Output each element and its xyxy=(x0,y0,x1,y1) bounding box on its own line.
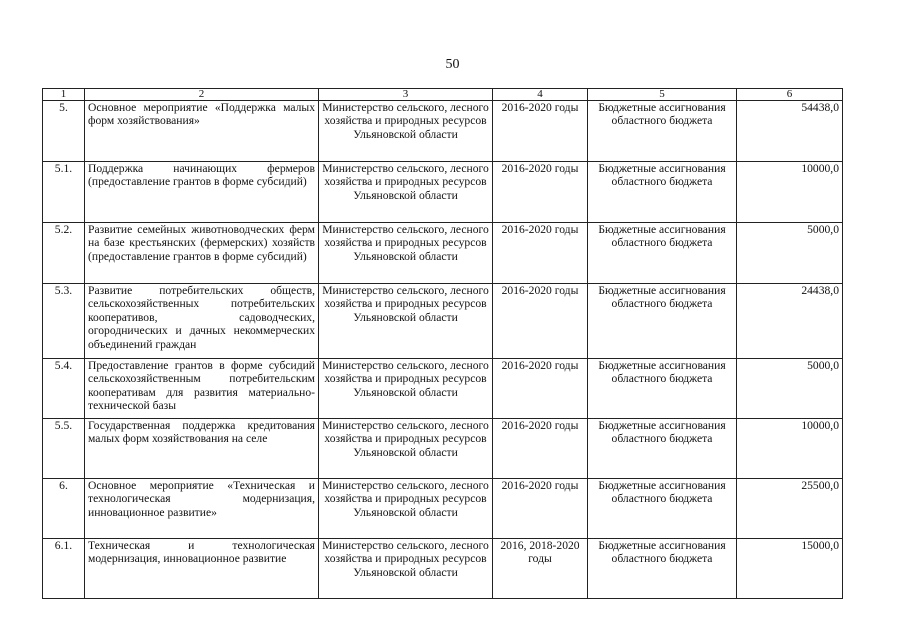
executor-cell: Министерство сельского, лесного хозяйства и природных ресурсов Ульяновской области xyxy=(319,223,493,284)
row-number-cell: 5.1. xyxy=(43,162,85,223)
row-number-cell: 5. xyxy=(43,101,85,162)
period-cell: 2016-2020 годы xyxy=(493,284,588,359)
activity-name-cell: Предоставление грантов в форме субсидий сельскохозяйственным потребительским кооперативам для развития материально-технической базы xyxy=(85,359,319,419)
row-number-cell: 5.2. xyxy=(43,223,85,284)
activity-name-cell: Поддержка начинающих фермеров (предоставление грантов в форме субсидий) xyxy=(85,162,319,223)
period-cell: 2016-2020 годы xyxy=(493,479,588,539)
funding-source-cell: Бюджетные ассигнования областного бюджета xyxy=(588,539,737,599)
page-number: 50 xyxy=(445,57,460,72)
column-number-header: 4 xyxy=(493,89,588,101)
period-cell: 2016-2020 годы xyxy=(493,162,588,223)
row-number-cell: 5.4. xyxy=(43,359,85,419)
executor-cell: Министерство сельского, лесного хозяйства и природных ресурсов Ульяновской области xyxy=(319,162,493,223)
executor-cell: Министерство сельского, лесного хозяйства и природных ресурсов Ульяновской области xyxy=(319,479,493,539)
column-number-header: 6 xyxy=(737,89,843,101)
funding-source-cell: Бюджетные ассигнования областного бюджета xyxy=(588,359,737,419)
executor-cell: Министерство сельского, лесного хозяйства и природных ресурсов Ульяновской области xyxy=(319,419,493,479)
activity-name-cell: Техническая и технологическая модернизация, инновационное развитие xyxy=(85,539,319,599)
period-cell: 2016-2020 годы xyxy=(493,359,588,419)
table-header-row xyxy=(43,89,843,101)
period-cell: 2016, 2018-2020 годы xyxy=(493,539,588,599)
activity-name-cell: Основное мероприятие «Поддержка малых форм хозяйствования» xyxy=(85,101,319,162)
activity-name-cell: Развитие семейных животноводческих ферм на базе крестьянских (фермерских) хозяйств (предоставление грантов в форме субсидий) xyxy=(85,223,319,284)
column-number-header: 2 xyxy=(85,89,319,101)
amount-cell: 54438,0 xyxy=(737,101,843,162)
table-row xyxy=(43,101,843,162)
amount-cell: 24438,0 xyxy=(737,284,843,359)
table-row xyxy=(43,359,843,419)
funding-source-cell: Бюджетные ассигнования областного бюджета xyxy=(588,419,737,479)
table-row xyxy=(43,479,843,539)
funding-source-cell: Бюджетные ассигнования областного бюджета xyxy=(588,101,737,162)
program-table xyxy=(42,88,843,599)
column-number-header: 3 xyxy=(319,89,493,101)
column-number-header: 1 xyxy=(43,89,85,101)
executor-cell: Министерство сельского, лесного хозяйства и природных ресурсов Ульяновской области xyxy=(319,101,493,162)
row-number-cell: 6.1. xyxy=(43,539,85,599)
funding-source-cell: Бюджетные ассигнования областного бюджета xyxy=(588,479,737,539)
table-row xyxy=(43,284,843,359)
executor-cell: Министерство сельского, лесного хозяйства и природных ресурсов Ульяновской области xyxy=(319,539,493,599)
row-number-cell: 6. xyxy=(43,479,85,539)
amount-cell: 25500,0 xyxy=(737,479,843,539)
amount-cell: 10000,0 xyxy=(737,162,843,223)
funding-source-cell: Бюджетные ассигнования областного бюджета xyxy=(588,284,737,359)
activity-name-cell: Развитие потребительских обществ, сельскохозяйственных потребительских кооперативов, садоводческих, огороднических и дачных некоммерческих объединений граждан xyxy=(85,284,319,359)
funding-source-cell: Бюджетные ассигнования областного бюджета xyxy=(588,223,737,284)
executor-cell: Министерство сельского, лесного хозяйства и природных ресурсов Ульяновской области xyxy=(319,284,493,359)
row-number-cell: 5.3. xyxy=(43,284,85,359)
table-row xyxy=(43,162,843,223)
amount-cell: 5000,0 xyxy=(737,359,843,419)
amount-cell: 5000,0 xyxy=(737,223,843,284)
amount-cell: 10000,0 xyxy=(737,419,843,479)
table-row xyxy=(43,223,843,284)
activity-name-cell: Государственная поддержка кредитования малых форм хозяйствования на селе xyxy=(85,419,319,479)
amount-cell: 15000,0 xyxy=(737,539,843,599)
row-number-cell: 5.5. xyxy=(43,419,85,479)
table-row xyxy=(43,419,843,479)
period-cell: 2016-2020 годы xyxy=(493,419,588,479)
column-number-header: 5 xyxy=(588,89,737,101)
activity-name-cell: Основное мероприятие «Техническая и технологическая модернизация, инновационное развитие» xyxy=(85,479,319,539)
funding-source-cell: Бюджетные ассигнования областного бюджета xyxy=(588,162,737,223)
executor-cell: Министерство сельского, лесного хозяйства и природных ресурсов Ульяновской области xyxy=(319,359,493,419)
period-cell: 2016-2020 годы xyxy=(493,223,588,284)
table-row xyxy=(43,539,843,599)
period-cell: 2016-2020 годы xyxy=(493,101,588,162)
